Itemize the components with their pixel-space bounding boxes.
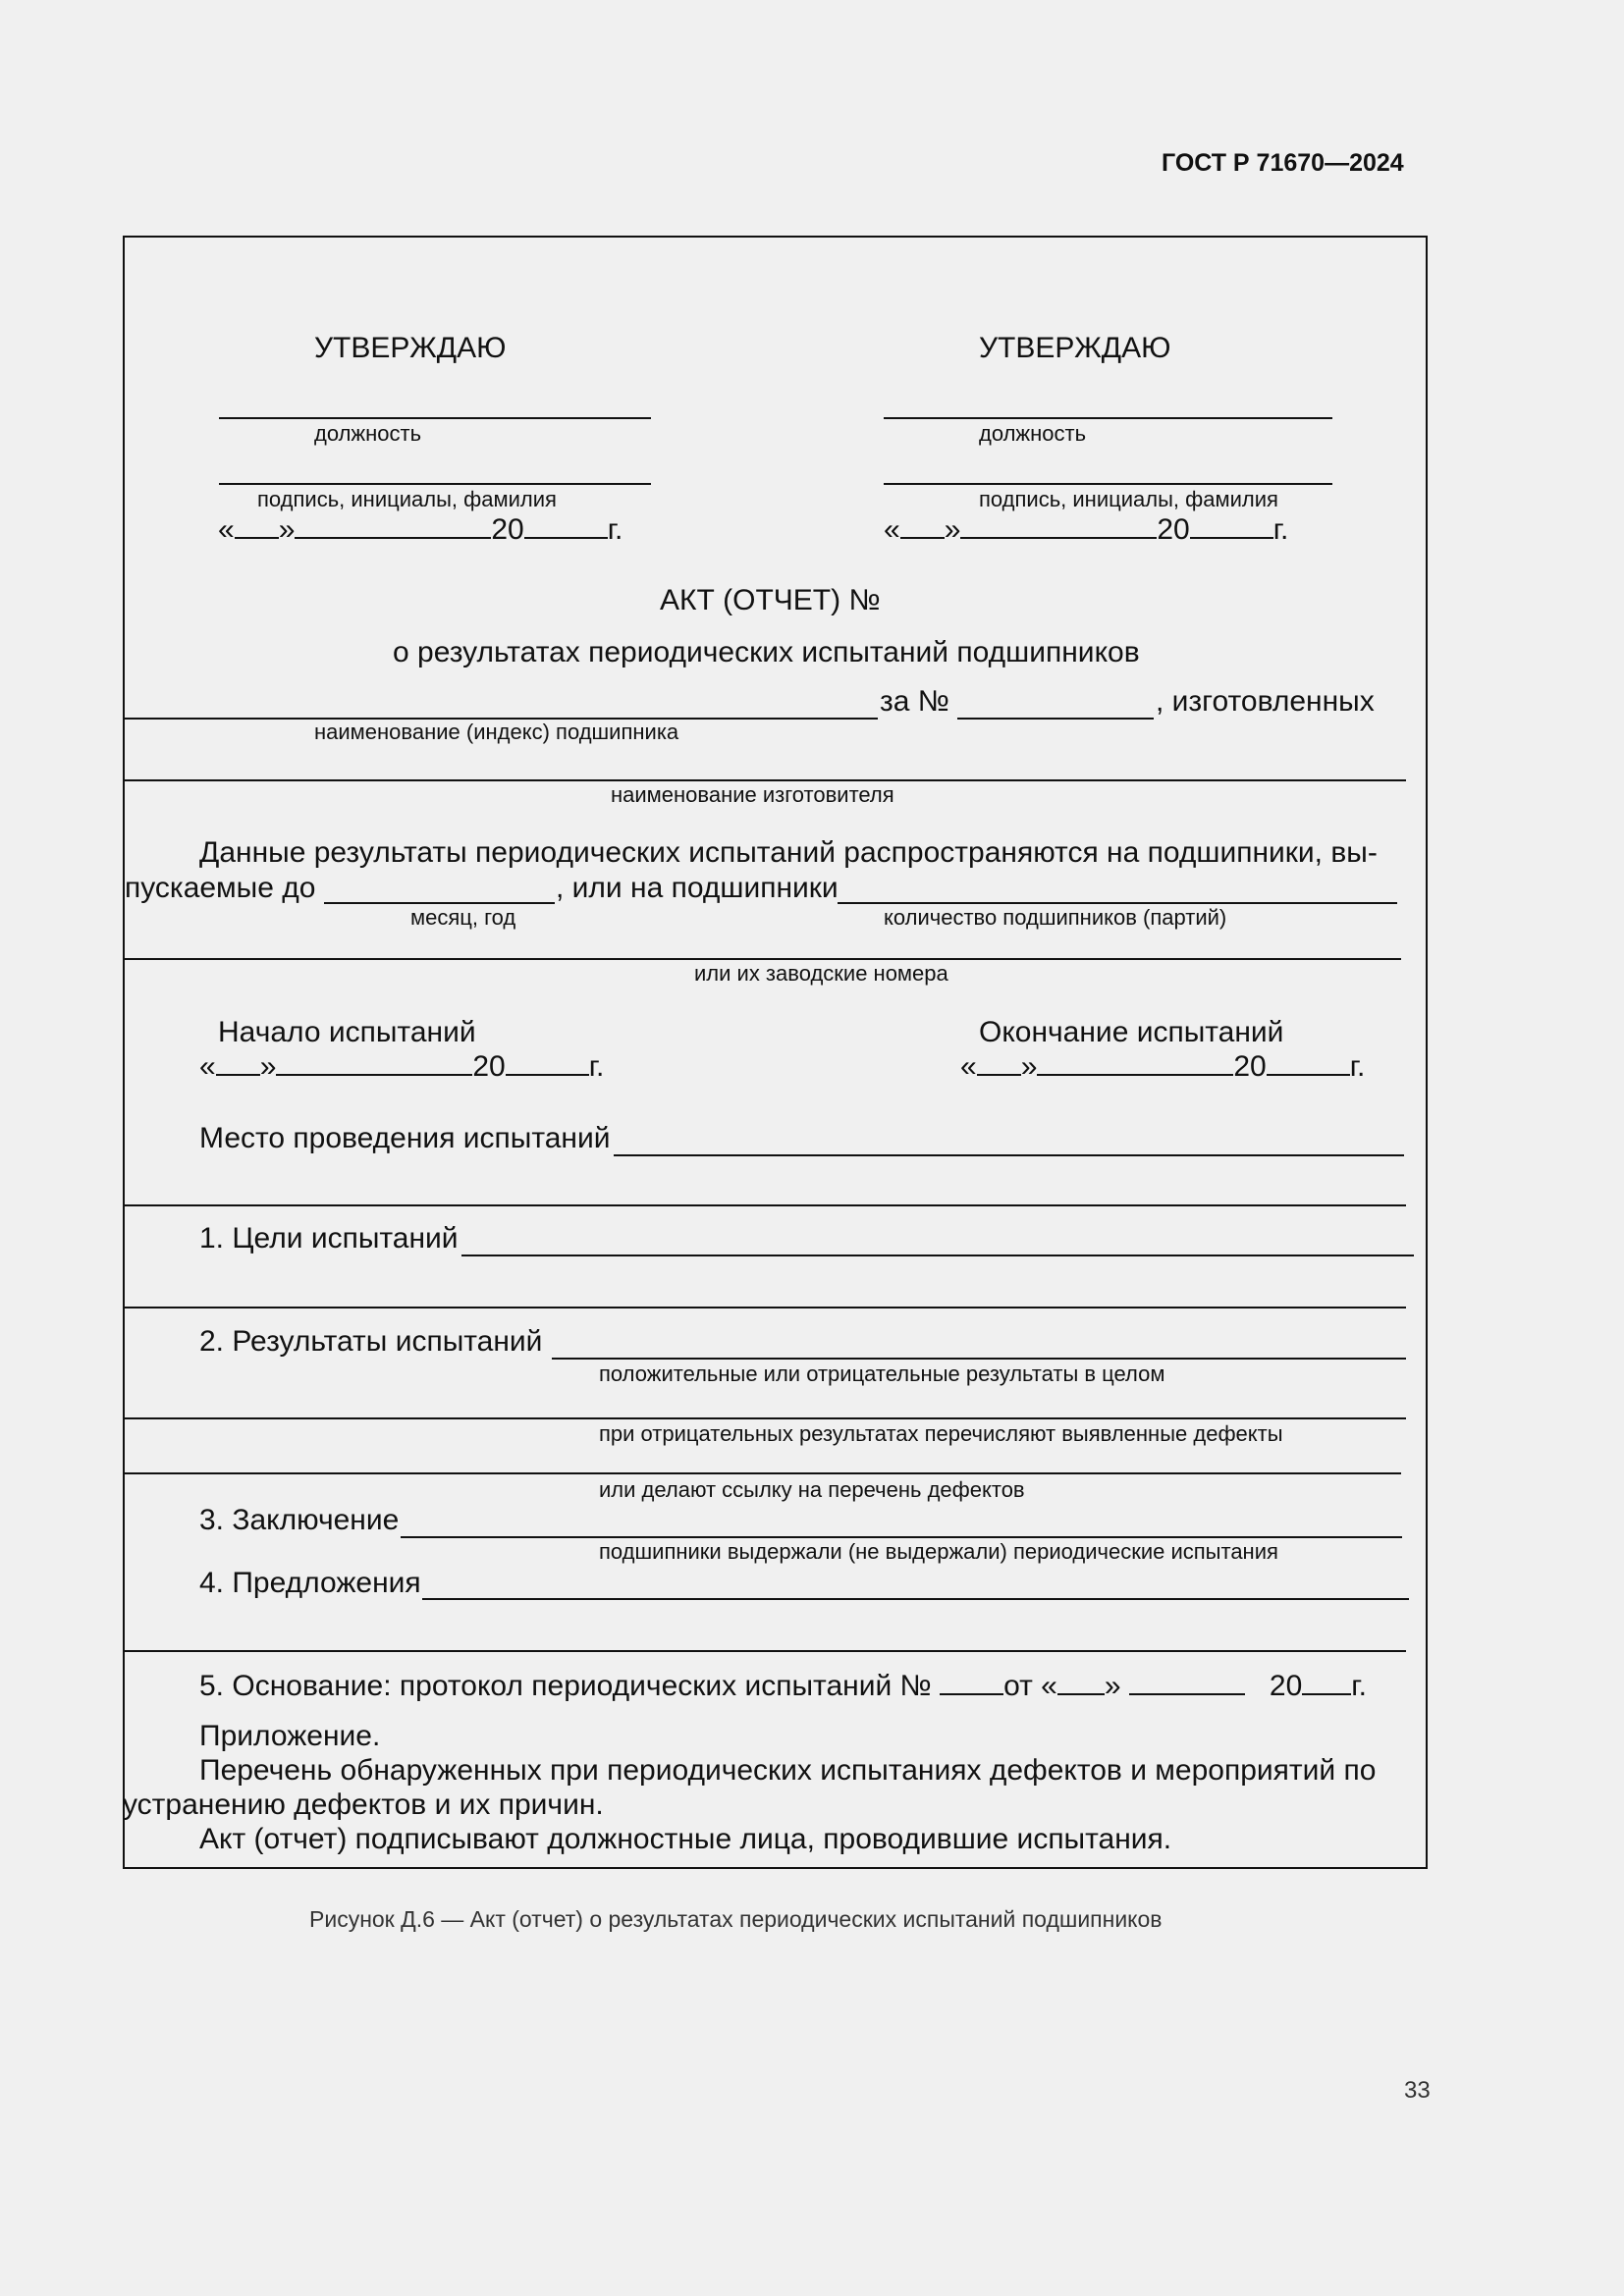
manufacturer-line[interactable] [125,779,1406,781]
position-label-left: должность [314,421,422,446]
results-hint-2: при отрицательных результатах перечисляют выявленные дефекты [599,1421,1283,1446]
position-label-right: должность [979,421,1087,446]
for-number-label: за № [880,685,949,718]
proposals-line[interactable] [422,1598,1409,1600]
goals-label: 1. Цели испытаний [199,1222,459,1255]
end-label: Окончание испытаний [979,1016,1284,1048]
approval-title-left: УТВЕРЖДАЮ [314,332,507,364]
day-blank[interactable] [216,1050,260,1076]
position-line-right[interactable] [884,417,1332,419]
month-blank[interactable] [1037,1050,1233,1076]
month-year-label: месяц, год [410,905,516,930]
appendix-label: Приложение. [199,1720,381,1752]
serial-line[interactable] [125,958,1401,960]
month-year-line[interactable] [324,902,555,904]
day-blank[interactable] [900,513,945,539]
quantity-line[interactable] [838,902,1397,904]
results-hint-1: положительные или отрицательные результаты в целом [599,1362,1165,1386]
serial-label: или их заводские номера [694,961,948,986]
basis-year-blank[interactable] [1302,1670,1351,1695]
protocol-number-blank[interactable] [940,1670,1003,1695]
basis-row: 5. Основание: протокол периодических испытаний № от « » 20 г. [199,1670,1367,1702]
goals-line-2[interactable] [125,1307,1406,1308]
basis-day-blank[interactable] [1057,1670,1105,1695]
month-blank[interactable] [276,1050,472,1076]
act-subtitle: о результатах периодических испытаний подшипников [393,636,1140,668]
appendix-text-1: Перечень обнаруженных при периодических испытаниях дефектов и мероприятий по [199,1754,1377,1787]
position-line-left[interactable] [219,417,651,419]
year-blank[interactable] [1190,513,1273,539]
end-date[interactable]: « » 20 г. [960,1050,1366,1083]
month-blank[interactable] [295,513,491,539]
page-number: 33 [1404,2077,1431,2104]
manufactured-label: , изготовленных [1156,685,1375,718]
approval-date-left[interactable]: « » 20 г. [218,513,623,546]
results-line-3[interactable] [125,1472,1401,1474]
conclusion-label: 3. Заключение [199,1504,400,1536]
month-blank[interactable] [960,513,1157,539]
results-line[interactable] [552,1358,1406,1360]
year-blank[interactable] [506,1050,589,1076]
signature-line-right[interactable] [884,483,1332,485]
scope-text-1: Данные результаты периодических испытаний распространяются на подшипники, вы- [199,836,1378,869]
results-hint-3: или делают ссылку на перечень дефектов [599,1477,1025,1502]
start-label: Начало испытаний [218,1016,476,1048]
signature-label-left: подпись, инициалы, фамилия [257,487,557,511]
proposals-label: 4. Предложения [199,1567,421,1599]
conclusion-line[interactable] [401,1536,1402,1538]
approval-date-right[interactable]: « » 20 г. [884,513,1289,546]
bearing-name-label: наименование (индекс) подшипника [314,720,679,744]
signature-label-right: подпись, инициалы, фамилия [979,487,1278,511]
quantity-label: количество подшипников (партий) [884,905,1227,930]
goals-line[interactable] [461,1255,1414,1256]
place-line-2[interactable] [125,1204,1406,1206]
year-blank[interactable] [524,513,608,539]
place-line[interactable] [614,1154,1404,1156]
proposals-line-2[interactable] [125,1650,1406,1652]
figure-caption: Рисунок Д.6 — Акт (отчет) о результатах периодических испытаний подшипников [309,1906,1163,1932]
signoff-text: Акт (отчет) подписывают должностные лица, проводившие испытания. [199,1823,1172,1855]
year-blank[interactable] [1267,1050,1350,1076]
results-line-2[interactable] [125,1417,1406,1419]
for-number-line[interactable] [957,718,1154,720]
approval-title-right: УТВЕРЖДАЮ [979,332,1171,364]
conclusion-hint: подшипники выдержали (не выдержали) периодические испытания [599,1539,1278,1564]
scope-text-2: пускаемые до [125,872,316,904]
start-date[interactable]: « » 20 г. [199,1050,605,1083]
standard-designation: ГОСТ Р 71670—2024 [1162,149,1404,177]
appendix-text-2: устранению дефектов и их причин. [123,1789,604,1821]
manufacturer-label: наименование изготовителя [611,782,894,807]
day-blank[interactable] [977,1050,1021,1076]
place-label: Место проведения испытаний [199,1122,611,1154]
results-label: 2. Результаты испытаний [199,1325,543,1358]
scope-text-3: , или на подшипники [556,872,839,904]
basis-month-blank[interactable] [1129,1670,1245,1695]
day-blank[interactable] [235,513,279,539]
act-title: АКТ (ОТЧЕТ) № [660,584,881,616]
signature-line-left[interactable] [219,483,651,485]
